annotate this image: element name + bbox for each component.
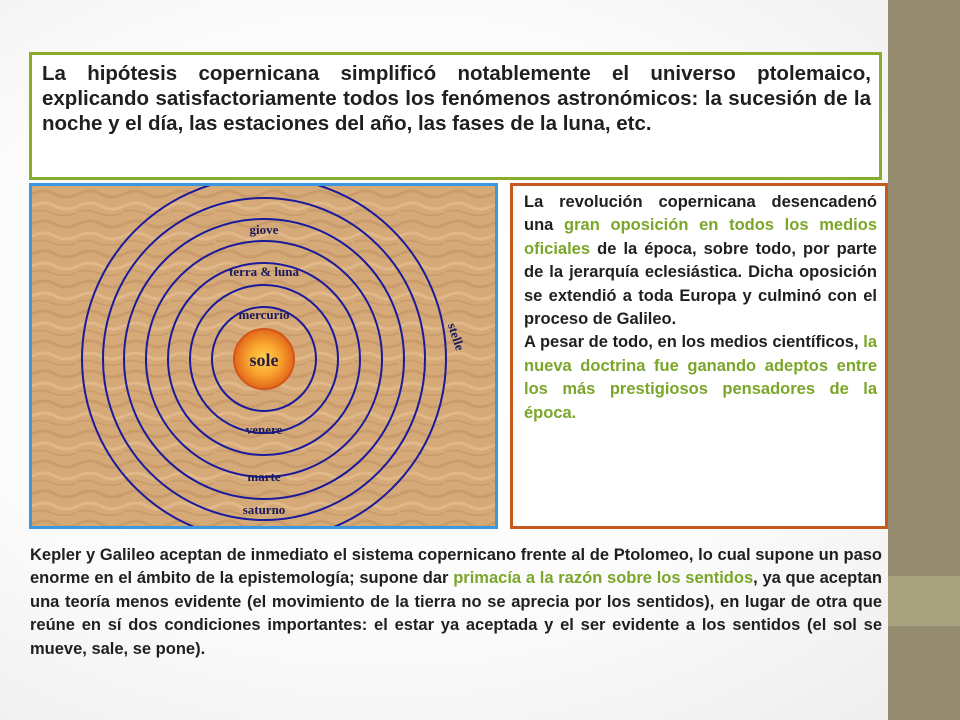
epistemology-text-a: Kepler y Galileo aceptan de inmediato el sistema copernicano frente al de Ptolomeo, lo cual supone un paso enorme en el ámbito de la epistemología; supone dar <box>30 546 882 588</box>
heliocentric-system-illustration <box>32 186 495 526</box>
epistemology-text-b: , ya que aceptan una teoría menos evidente (el movimiento de la tierra no se aprecia por los sentidos), en lugar de otra que reúne en sí dos condiciones importantes: el estar ya aceptada y el ser evidente a los sentidos (el sol se mueve, sale, se pone). <box>30 569 882 658</box>
copernican-diagram <box>29 183 498 529</box>
epistemology-paragraph <box>30 544 882 661</box>
label-saturno: saturno <box>242 502 286 517</box>
label-mercurio: mercurio <box>238 307 290 322</box>
label-stelle: stelle <box>444 320 468 353</box>
epistemology-highlight: primacía a la razón sobre los sentidos <box>453 569 754 588</box>
intro-text: La hipótesis copernicana simplificó notablemente el universo ptolemaico, explicando satisfactoriamente todos los fenómenos astronómicos: la sucesión de la noche y el día, las estaciones del año, las fases de la luna, etc. <box>42 62 871 135</box>
opposition-text-box <box>510 183 888 529</box>
opposition-text-b: de la época, sobre todo, por parte de la jerarquía eclesiástica. Dicha oposición se extendió a toda Europa y culminó con el proceso de Galileo. <box>524 239 877 329</box>
right-sidebar-accent <box>888 576 960 626</box>
adoption-paragraph <box>524 331 877 425</box>
adoption-text-a: A pesar de todo, en los medios científicos, <box>524 333 864 352</box>
sun-label: sole <box>249 350 279 370</box>
intro-text-box <box>29 52 882 180</box>
label-terra-luna: terra & luna <box>228 264 300 279</box>
label-venere: venere <box>245 422 283 437</box>
label-marte: marte <box>247 469 281 484</box>
label-giove: giove <box>249 222 279 237</box>
opposition-text-a: La revolución copernicana desencadenó una <box>524 193 877 235</box>
opposition-paragraph <box>524 191 877 331</box>
adoption-highlight: la nueva doctrina fue ganando adeptos entre los más prestigiosos pensadores de la época. <box>524 333 877 422</box>
opposition-highlight: gran oposición en todos los medios oficiales <box>524 216 877 258</box>
